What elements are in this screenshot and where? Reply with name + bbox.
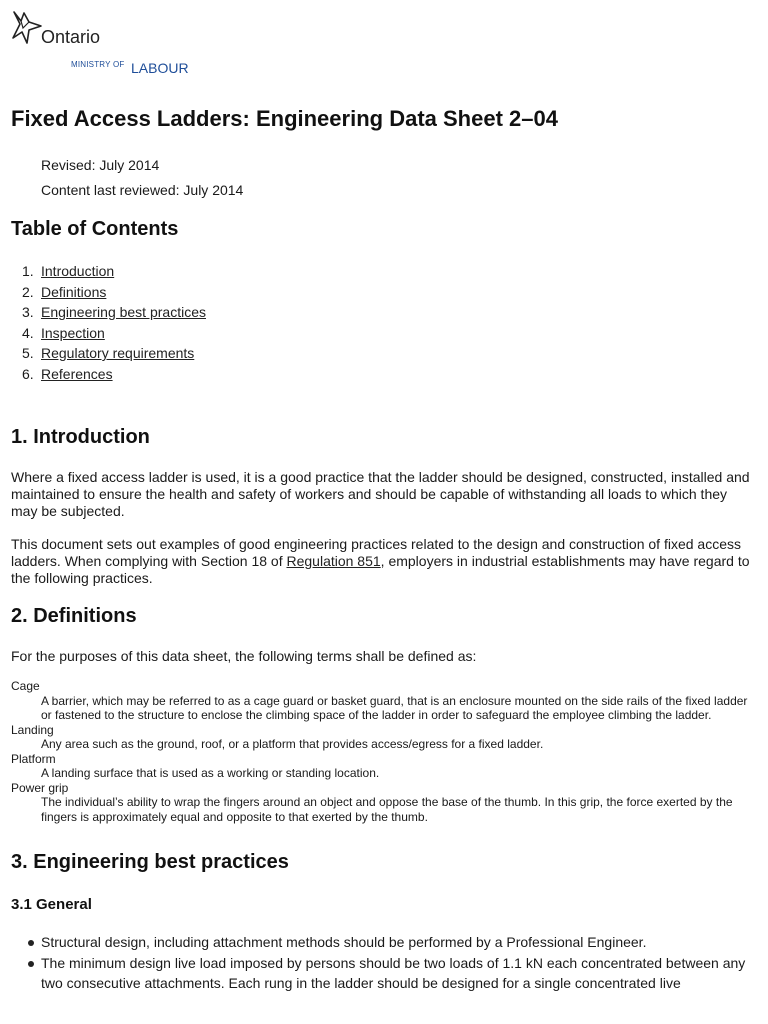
toc-item (11, 323, 206, 344)
toc-item (11, 364, 206, 385)
toc-number: 3. (22, 304, 34, 320)
definitions-lead: For the purposes of this data sheet, the following terms shall be defined as: (11, 648, 477, 664)
toc-link-engineering[interactable]: Engineering best practices (41, 304, 206, 320)
toc-item (11, 302, 206, 323)
intro-paragraph-1: Where a fixed access ladder is used, it is a good practice that the ladder should be designed, constructed, installed and maintained to ensure the health and safety of workers and should be capable of withstanding all loads to which they may be subjected. (11, 469, 750, 519)
toc-number: 4. (22, 324, 34, 341)
logo-ministry-name: LABOUR (131, 60, 189, 76)
definition-landing: Any area such as the ground, roof, or a platform that provides access/egress for a fixed ladder. (41, 737, 544, 751)
intro-text-after: , employers in industrial establishments may have regard to the following practices. (11, 553, 750, 586)
definition-power-grip: The individual’s ability to wrap the fingers around an object and oppose the base of the thumb. In this grip, the force exerted by the fingers is approximately equal and opposite to that exerted by the thumb. (41, 795, 733, 824)
logo-wordmark: Ontario (41, 27, 101, 47)
toc-number: 5. (22, 345, 34, 361)
toc-item (11, 261, 206, 282)
toc-link-introduction[interactable]: Introduction (41, 263, 115, 279)
ontario-logo[interactable] (10, 10, 210, 80)
definitions-list (11, 679, 751, 824)
toc-link-references[interactable]: References (41, 365, 113, 382)
list-item (11, 953, 751, 994)
toc-item (11, 282, 206, 303)
term-landing: Landing (11, 722, 54, 737)
subsection-heading-general: 3.1 General (11, 896, 92, 913)
toc-heading: Table of Contents (11, 218, 179, 240)
section-heading-engineering: 3. Engineering best practices (11, 851, 289, 873)
toc-number: 1. (22, 263, 34, 279)
general-bullet-list (11, 932, 751, 994)
reviewed-date: Content last reviewed: July 2014 (41, 182, 244, 198)
intro-text-before: This document sets out examples of good engineering practices related to the design and construction of fixed access ladders. When complying with Section 18 of (11, 536, 741, 569)
bullet-icon (28, 940, 34, 946)
logo-ministry-of: MINISTRY OF (71, 60, 125, 69)
section-heading-introduction: 1. Introduction (11, 426, 150, 448)
page-title: Fixed Access Ladders: Engineering Data Sheet 2–04 (11, 106, 558, 131)
revised-date: Revised: July 2014 (41, 157, 160, 173)
table-of-contents (11, 261, 206, 384)
regulation-851-link[interactable]: Regulation 851 (286, 553, 381, 569)
intro-paragraph-2 (11, 536, 751, 587)
toc-item (11, 343, 206, 364)
toc-link-regulatory[interactable]: Regulatory requirements (41, 345, 195, 361)
definition-cage: A barrier, which may be referred to as a cage guard or basket guard, that is an enclosure mounted on the side rails of the fixed ladder or fastened to the structure to enclose the climbing space of the ladder in order to safeguard the employee climbing the ladder. (41, 693, 748, 722)
term-power-grip: Power grip (11, 780, 69, 795)
term-platform: Platform (11, 751, 56, 766)
bullet-text: Structural design, including attachment methods should be performed by a Professional Engineer. (41, 934, 647, 950)
bullet-icon (28, 961, 34, 967)
toc-number: 2. (22, 283, 34, 300)
trillium-icon (10, 10, 44, 46)
definition-platform: A landing surface that is used as a working or standing location. (41, 766, 380, 780)
bullet-text: The minimum design live load imposed by persons should be two loads of 1.1 kN each concentrated between any two consecutive attachments. Each rung in the ladder should be designed for a single concentrated live (41, 954, 746, 991)
list-item (11, 932, 751, 953)
toc-number: 6. (22, 365, 34, 382)
term-cage: Cage (11, 679, 40, 693)
section-heading-definitions: 2. Definitions (11, 605, 137, 627)
toc-link-inspection[interactable]: Inspection (41, 324, 105, 341)
toc-link-definitions[interactable]: Definitions (41, 283, 107, 300)
